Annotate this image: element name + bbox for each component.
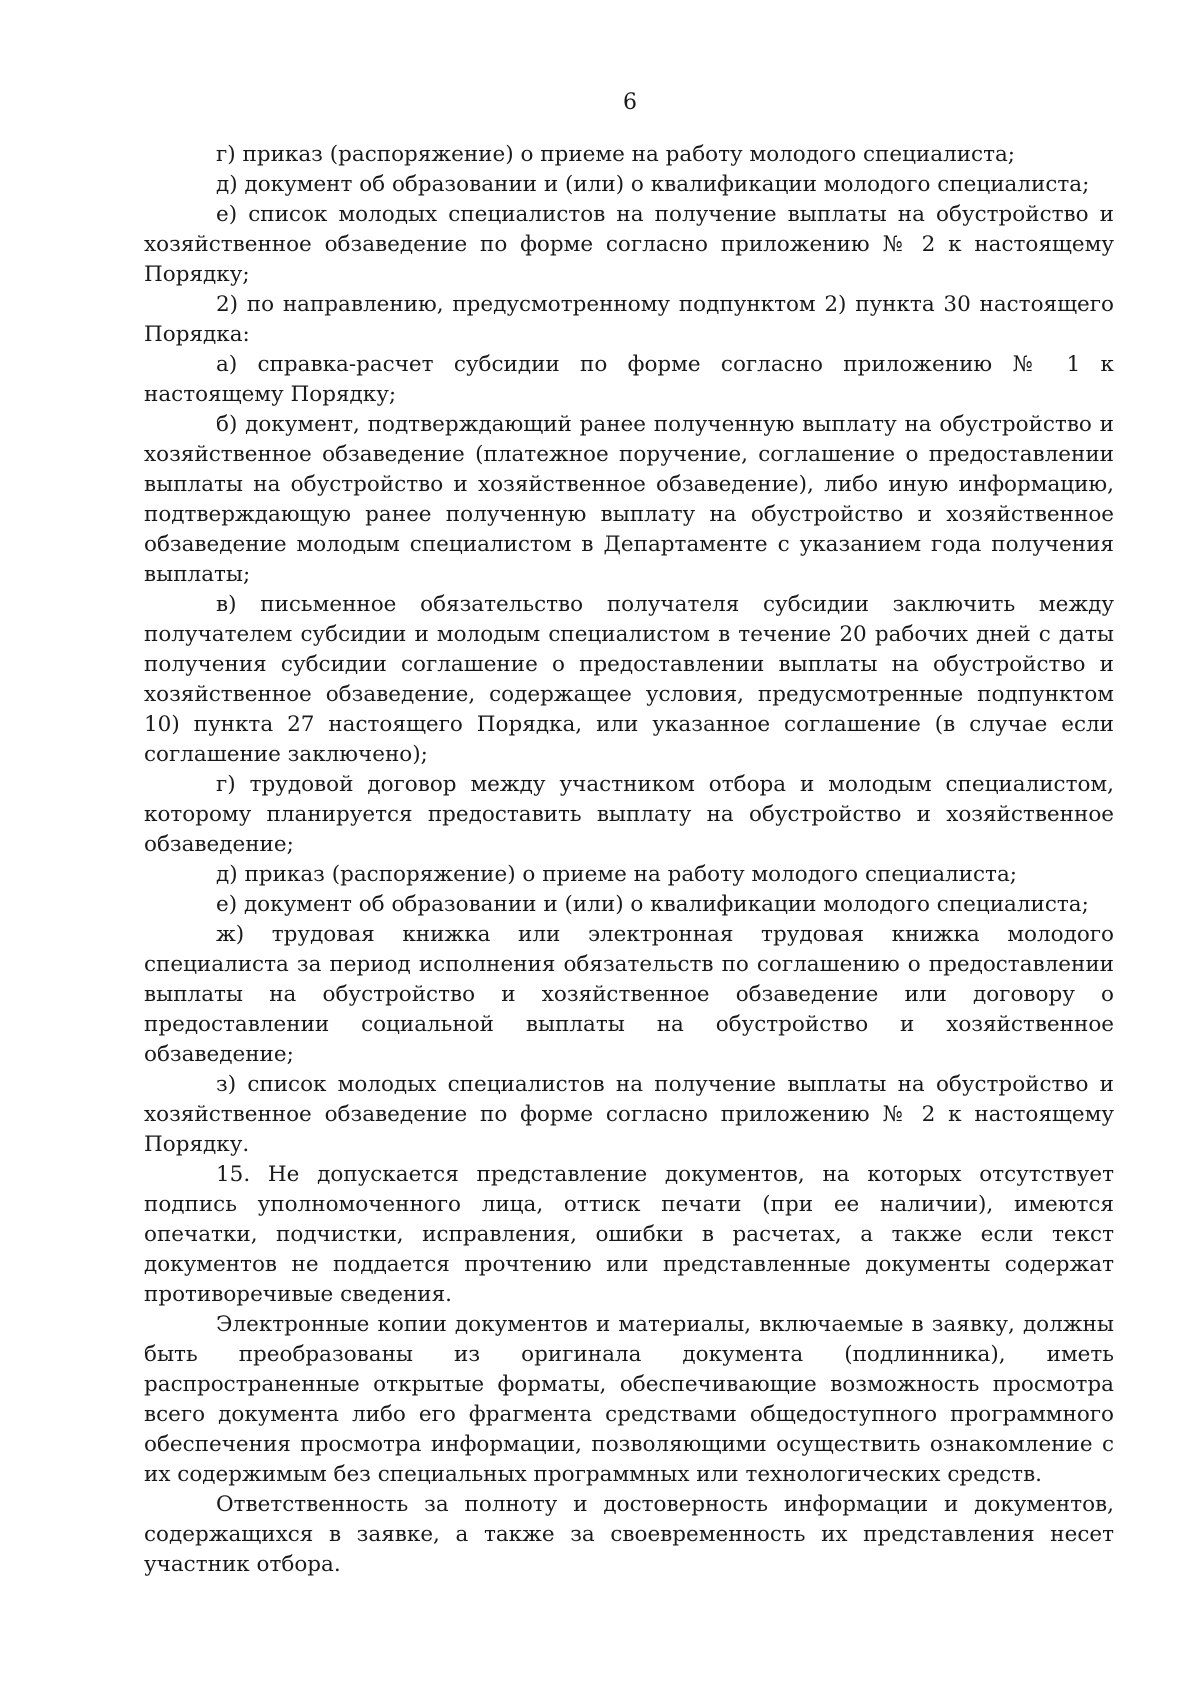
paragraph-clause-15: 15. Не допускается представление документов, на которых отсутствует подпись уполномоченного лица, оттиск печати (при ее наличии), имеются опечатки, подчистки, исправления, ошибки в расчетах, а также если текст документов не поддается прочтению или представленные документы содержат противоречивые сведения. [144, 1162, 1114, 1307]
paragraph-item-zh: ж) трудовая книжка или электронная трудовая книжка молодого специалиста за период исполнения обязательств по соглашению о предоставлении выплаты на обустройство и хозяйственное обзаведение или договору о предоставлении социальной выплаты на обустройство и хозяйственное обзаведение; [144, 922, 1114, 1067]
paragraph-item-d: д) документ об образовании и (или) о квалификации молодого специалиста; [216, 172, 1090, 197]
page-number: 6 [623, 90, 637, 115]
paragraph-item-g2: г) трудовой договор между участником отбора и молодым специалистом, которому планируется предоставить выплату на обустройство и хозяйственное обзаведение; [144, 772, 1114, 857]
paragraph-subitem-2: 2) по направлению, предусмотренному подпунктом 2) пункта 30 настоящего Порядка: [144, 292, 1114, 347]
paragraph-electronic-copies: Электронные копии документов и материалы, включаемые в заявку, должны быть преобразованы из оригинала документа (подлинника), иметь распространенные открытые форматы, обеспечивающие возможность просмотра всего документа либо его фрагмента средствами общедоступного программного обеспечения просмотра информации, позволяющими осуществить ознакомление с их содержимым без специальных программных или технологических средств. [144, 1312, 1114, 1487]
paragraph-item-z: з) список молодых специалистов на получение выплаты на обустройство и хозяйственное обзаведение по форме согласно приложению № 2 к настоящему Порядку. [144, 1072, 1114, 1157]
paragraph-item-d2: д) приказ (распоряжение) о приеме на работу молодого специалиста; [216, 862, 1018, 887]
document-body [144, 140, 1114, 1580]
paragraph-item-e2: е) документ об образовании и (или) о квалификации молодого специалиста; [216, 892, 1089, 917]
paragraph-item-a: а) справка-расчет субсидии по форме согласно приложению № 1 к настоящему Порядку; [144, 352, 1114, 407]
paragraph-item-g: г) приказ (распоряжение) о приеме на работу молодого специалиста; [216, 142, 1016, 167]
paragraph-item-e: е) список молодых специалистов на получение выплаты на обустройство и хозяйственное обзаведение по форме согласно приложению № 2 к настоящему Порядку; [144, 202, 1114, 287]
paragraph-item-b: б) документ, подтверждающий ранее полученную выплату на обустройство и хозяйственное обзаведение (платежное поручение, соглашение о предоставлении выплаты на обустройство и хозяйственное обзаведение), либо иную информацию, подтверждающую ранее полученную выплату на обустройство и хозяйственное обзаведение молодым специалистом в Департаменте с указанием года получения выплаты; [144, 412, 1114, 587]
paragraph-item-v: в) письменное обязательство получателя субсидии заключить между получателем субсидии и молодым специалистом в течение 20 рабочих дней с даты получения субсидии соглашение о предоставлении выплаты на обустройство и хозяйственное обзаведение, содержащее условия, предусмотренные подпунктом 10) пункта 27 настоящего Порядка, или указанное соглашение (в случае если соглашение заключено); [144, 592, 1114, 767]
paragraph-responsibility: Ответственность за полноту и достоверность информации и документов, содержащихся в заявке, а также за своевременность их представления несет участник отбора. [144, 1492, 1114, 1577]
